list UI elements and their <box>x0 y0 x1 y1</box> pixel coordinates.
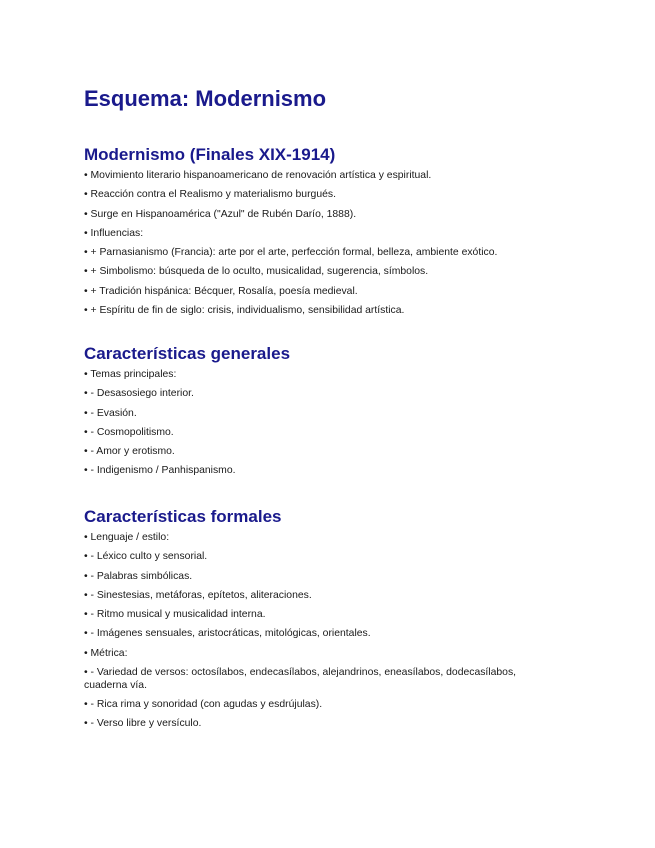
section-modernismo <box>84 144 554 324</box>
list-item: • - Léxico culto y sensorial. <box>84 551 208 563</box>
list-item: • + Parnasianismo (Francia): arte por el arte, perfección formal, belleza, ambiente exótico. <box>84 247 498 259</box>
list-item: • - Palabras simbólicas. <box>84 570 193 582</box>
list-item: • - Cosmopolitismo. <box>84 426 174 438</box>
list-item: • - Amor y erotismo. <box>84 446 175 458</box>
list-item: • Reacción contra el Realismo y materialismo burgués. <box>84 189 336 201</box>
list-item: • - Verso libre y versículo. <box>84 718 202 730</box>
bullet-list <box>84 170 554 318</box>
document-title: Esquema: Modernismo <box>84 86 327 111</box>
list-item: • - Rica rima y sonoridad (con agudas y esdrújulas). <box>84 698 323 710</box>
list-item: • Métrica: <box>84 647 128 659</box>
section-heading: Características formales <box>84 507 282 526</box>
list-item: • + Espíritu de fin de siglo: crisis, individualismo, sensibilidad artística. <box>84 305 405 317</box>
list-item: • - Ritmo musical y musicalidad interna. <box>84 609 266 621</box>
list-item: • Movimiento literario hispanoamericano de renovación artística y espiritual. <box>84 170 432 181</box>
list-item: • - Sinestesias, metáforas, epítetos, aliteraciones. <box>84 589 312 601</box>
list-item: • - Desasosiego interior. <box>84 388 194 400</box>
section-caracteristicas-generales <box>84 343 554 485</box>
bullet-list <box>84 532 554 731</box>
section-caracteristicas-formales <box>84 506 554 737</box>
list-item: • Temas principales: <box>84 369 177 380</box>
list-item: • + Simbolismo: búsqueda de lo oculto, musicalidad, sugerencia, símbolos. <box>84 266 429 278</box>
list-item: • Influencias: <box>84 227 144 239</box>
section-heading: Modernismo (Finales XIX-1914) <box>84 145 336 164</box>
bullet-list <box>84 369 554 478</box>
section-heading: Características generales <box>84 344 291 363</box>
list-item: • Lenguaje / estilo: <box>84 532 170 543</box>
list-item: • - Indigenismo / Panhispanismo. <box>84 465 236 477</box>
list-item: • - Variedad de versos: octosílabos, endecasílabos, alejandrinos, eneasílabos, dodecasílabos, cuaderna vía. <box>84 667 517 691</box>
list-item: • - Evasión. <box>84 407 137 419</box>
list-item: • - Imágenes sensuales, aristocráticas, mitológicas, orientales. <box>84 628 371 640</box>
list-item: • + Tradición hispánica: Bécquer, Rosalía, poesía medieval. <box>84 285 358 297</box>
list-item: • Surge en Hispanoamérica ("Azul" de Rubén Darío, 1888). <box>84 208 357 220</box>
